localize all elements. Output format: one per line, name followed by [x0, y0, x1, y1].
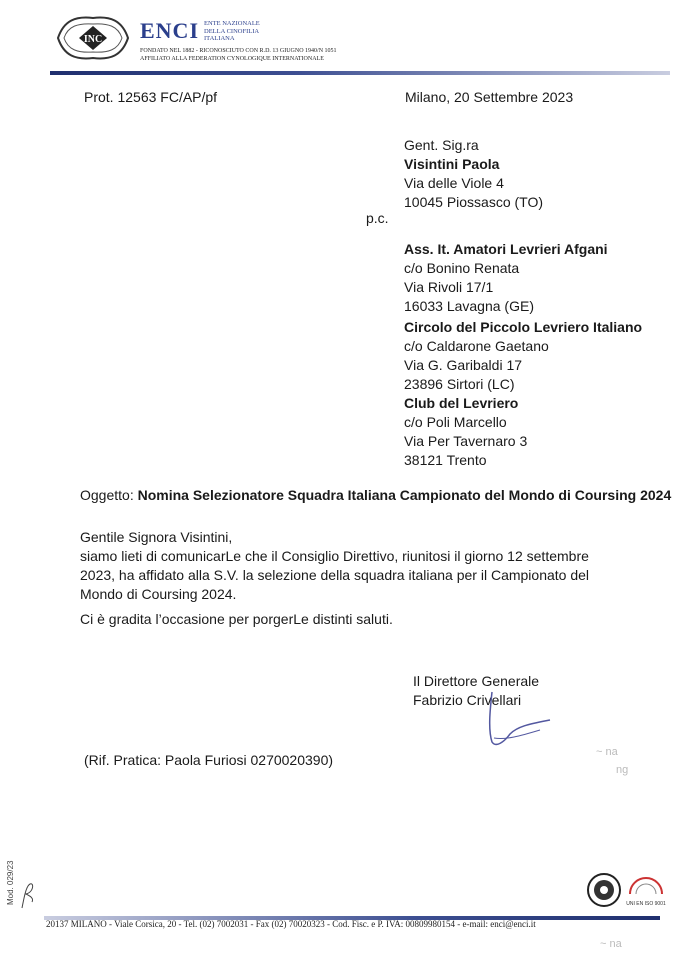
certification-seal-icon [586, 872, 622, 913]
letter-date: Milano, 20 Settembre 2023 [405, 89, 574, 105]
pc-label: p.c. [366, 210, 389, 226]
faint-mark: ~ na [596, 746, 618, 758]
brand-name: ENCI [140, 18, 200, 43]
recipient-name: Visintini Paola [404, 156, 500, 172]
subject-label: Oggetto: [80, 487, 134, 503]
recipient-line: Via delle Viole 4 [404, 175, 504, 191]
cc-block [404, 240, 608, 316]
cc-name: Club del Levriero [404, 395, 519, 411]
iso-text: UNI EN ISO 9001 [626, 901, 666, 907]
header-divider [50, 71, 670, 75]
cc-line: Via Per Tavernaro 3 [404, 433, 528, 449]
enci-emblem-logo [54, 12, 132, 64]
closing-line: Ci è gradita l’occasione per porgerLe distinti saluti. [80, 611, 393, 627]
cc-line: 16033 Lavagna (GE) [404, 298, 534, 314]
signatory-title: Il Direttore Generale [413, 673, 540, 689]
signatory-name: Fabrizio Crivellari [413, 692, 522, 708]
body-paragraph: siamo lieti di comunicarLe che il Consiglio Direttivo, riunitosi il giorno 12 settembre 2023, ha affidato alla S.V. la selezione della squadra italiana per il Campionato del Mondo di Coursing 2024. [80, 548, 590, 602]
subject-line [80, 486, 671, 505]
greeting: Gentile Signora Visintini, [80, 529, 233, 545]
recipient-address [404, 136, 543, 212]
iso-arc-icon [626, 872, 666, 896]
cc-name: Circolo del Piccolo Levriero Italiano [404, 319, 643, 335]
cc-line: 23896 Sirtori (LC) [404, 376, 515, 392]
emblem-text: INC [83, 34, 103, 45]
handwritten-signature [470, 690, 560, 755]
cc-line: c/o Poli Marcello [404, 414, 507, 430]
iso-cert-badge [626, 872, 666, 907]
founded-note: FONDATO NEL 1882 - RICONOSCIUTO CON R.D. 13 GIUGNO 1940/N 1051 AFFILIATO ALLA FEDERATION CYNOLOGIQUE INTERNATIONALE [140, 48, 337, 62]
form-code: Mod. 029/23 [6, 860, 15, 905]
footer-address: 20137 MILANO - Viale Corsica, 20 - Tel. (02) 7002031 - Fax (02) 70020323 - Cod. Fisc. e P. IVA: 00809980154 - e-mail: enci@enci.it [46, 919, 536, 929]
cc-block [404, 394, 527, 470]
reference-note: (Rif. Pratica: Paola Furiosi 0270020390) [84, 752, 334, 768]
faint-mark: ng [616, 764, 629, 776]
cc-line: c/o Caldarone Gaetano [404, 338, 549, 354]
subject-text: Nomina Selezionatore Squadra Italiana Campionato del Mondo di Coursing 2024 [137, 487, 672, 503]
cc-name: Ass. It. Amatori Levrieri Afgani [404, 241, 608, 257]
protocol-number: Prot. 12563 FC/AP/pf [84, 89, 218, 105]
cc-block [404, 318, 642, 394]
faint-mark: ~ na [600, 938, 622, 950]
cc-line: c/o Bonino Renata [404, 260, 520, 276]
org-name: ENTE NAZIONALE DELLA CINOFILIA ITALIANA [204, 20, 260, 42]
cc-line: Via G. Garibaldi 17 [404, 357, 523, 373]
initials-mark [18, 880, 38, 915]
recipient-line: 10045 Piossasco (TO) [404, 194, 544, 210]
cc-line: 38121 Trento [404, 452, 487, 468]
cc-line: Via Rivoli 17/1 [404, 279, 494, 295]
recipient-salutation: Gent. Sig.ra [404, 137, 479, 153]
